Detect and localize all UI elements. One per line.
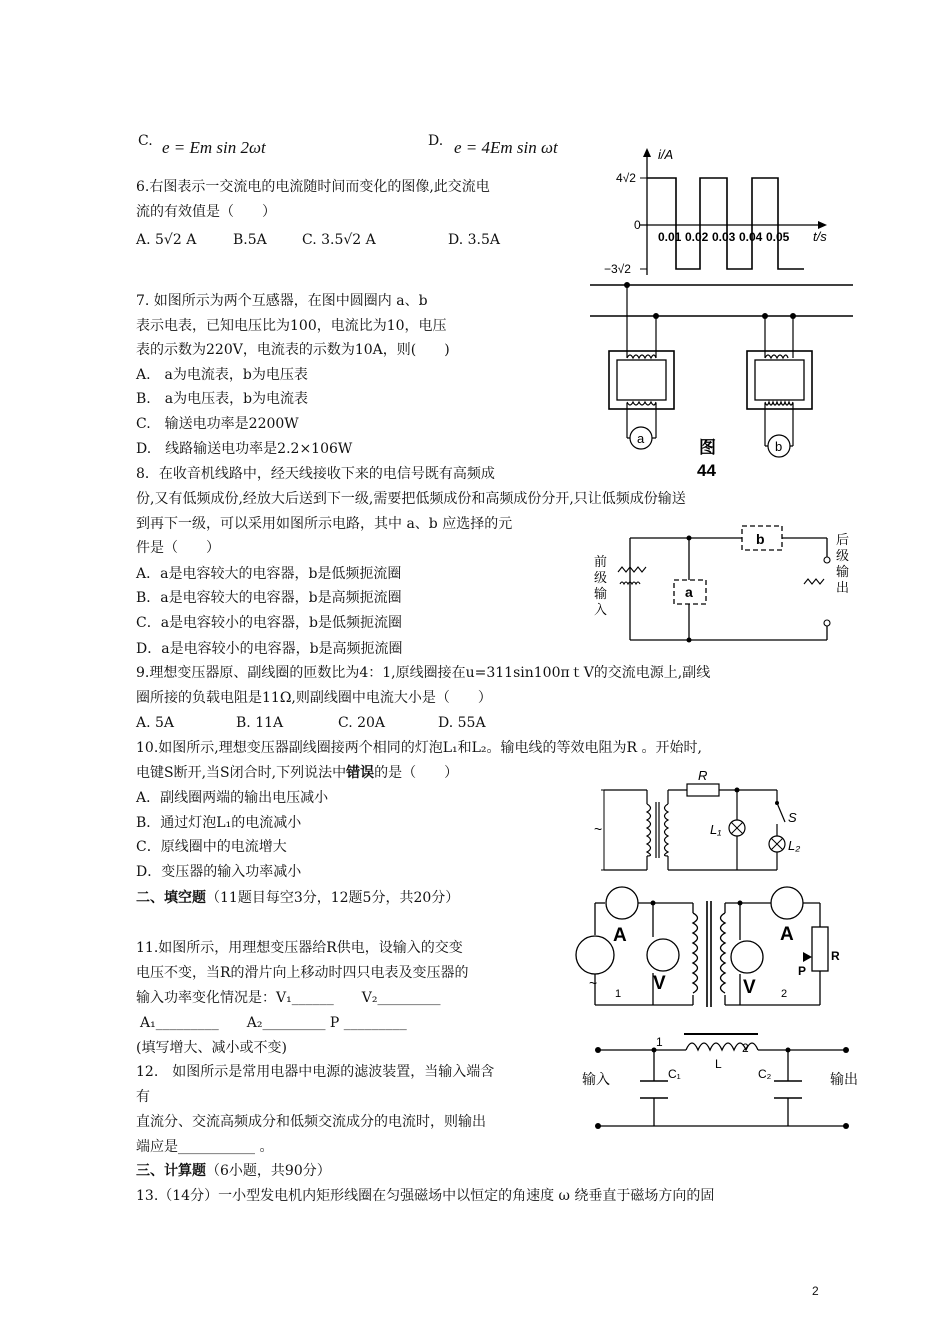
input-label: 输入 xyxy=(582,1071,610,1087)
q8-option-a: A．a是电容较大的电容器，b是低频扼流圈 xyxy=(136,566,402,582)
input-label-1: 前 xyxy=(594,554,608,569)
y-top-label: 4√2 xyxy=(616,171,636,185)
node-2-label: 2 xyxy=(742,1041,749,1055)
tick-0.03: 0.03 xyxy=(712,230,736,244)
meter-a-label: a xyxy=(637,431,645,446)
capacitor-c2-label: C₂ xyxy=(758,1067,772,1081)
ammeter-a1 xyxy=(606,887,638,919)
box-b-label: b xyxy=(756,531,765,547)
figure-label-1: 图 xyxy=(699,438,716,457)
switch-s xyxy=(777,803,785,822)
voltmeter-v1-label: V xyxy=(653,973,666,994)
section2-heading xyxy=(136,889,459,907)
q6-option-c: C. 3.5√2 A xyxy=(302,232,376,248)
q7-instrument-transformer-figure xyxy=(585,278,860,483)
q6-option-d: D. 3.5A xyxy=(448,232,501,248)
box-a-label: a xyxy=(685,584,693,600)
output-label-4: 出 xyxy=(836,580,850,595)
input-label-2: 级 xyxy=(594,570,608,585)
y-bottom-label: −3√2 xyxy=(604,262,631,276)
q11-stem-line4: A₁_________ A₂_________ P _________ xyxy=(140,1015,407,1031)
voltmeter-v1 xyxy=(647,939,679,971)
tick-0.02: 0.02 xyxy=(685,230,709,244)
x-axis-arrow-icon xyxy=(818,221,827,229)
q7-option-b: B. a为电压表，b为电流表 xyxy=(136,391,309,407)
q8-option-c: C．a是电容较小的电容器，b是低频扼流圈 xyxy=(136,615,403,631)
q10-option-a: A．副线圈两端的输出电压减小 xyxy=(136,790,329,806)
tick-0.01: 0.01 xyxy=(658,230,682,244)
q8-stem-line1: 8．在收音机线路中，经天线接收下来的电信号既有高频成 xyxy=(136,466,495,482)
page-number: 2 xyxy=(812,1284,819,1298)
section3-title: 三、计算题 xyxy=(136,1163,206,1179)
q7-option-d: D. 线路输送电功率是2.2×106W xyxy=(136,441,353,457)
q11-stem-line5: (填写增大、减小或不变) xyxy=(136,1040,287,1056)
resistor-r xyxy=(687,784,719,796)
voltmeter-v2-label: V xyxy=(743,977,756,998)
q9-option-c: C. 20A xyxy=(338,715,386,731)
q13-stem-line1: 13.（14分）一小型发电机内矩形线圈在匀强磁场中以恒定的角速度 ω 绕垂直于磁场方向的固 xyxy=(136,1188,715,1204)
ammeter-a1-label: A xyxy=(613,925,627,946)
coil-b-bottom-icon xyxy=(765,402,793,405)
section3-heading xyxy=(136,1162,331,1180)
y-axis-arrow-icon xyxy=(643,148,651,157)
slider-p-label: P xyxy=(798,964,807,978)
ammeter-a2-label: A xyxy=(780,924,794,945)
switch-s-label: S xyxy=(788,810,797,825)
ammeter-a2 xyxy=(771,887,803,919)
q11-stem-line1: 11.如图所示，用理想变压器给R供电，设输入的交变 xyxy=(136,940,463,956)
ac-source-symbol: ~ xyxy=(594,821,603,837)
square-wave xyxy=(647,178,804,269)
voltmeter-v2 xyxy=(731,941,763,973)
figure-label-2: 44 xyxy=(697,461,716,480)
q7-stem-line1: 7. 如图所示为两个互感器，在图中圆圈内 a、b xyxy=(136,293,428,309)
output-label: 输出 xyxy=(830,1071,858,1087)
q8-stem-line3: 到再下一级，可以采用如图所示电路，其中 a、b 应选择的元 xyxy=(136,516,513,532)
q6-stem-line1: 6.右图表示一交流电的电流随时间而变化的图像,此交流电 xyxy=(136,179,490,195)
q10-option-d: D．变压器的输入功率减小 xyxy=(136,864,302,880)
q12-stem-line2: 有 xyxy=(136,1089,150,1105)
rheostat-r xyxy=(812,927,828,971)
ac-source xyxy=(576,936,614,974)
q8-filter-circuit xyxy=(592,518,862,650)
resistor-r-label: R xyxy=(698,768,708,783)
output-label-3: 输 xyxy=(836,564,850,579)
q7-option-a: A. a为电流表，b为电压表 xyxy=(136,367,308,383)
coil-a-bottom-icon xyxy=(627,402,656,405)
q6-option-a: A. 5√2 A xyxy=(136,232,197,248)
ac-source-symbol: ~ xyxy=(589,975,598,991)
q10-stem-emphasis: 错误 xyxy=(346,765,375,781)
x-axis-label: t/s xyxy=(813,229,827,244)
q5-option-c-label: C. xyxy=(138,133,153,149)
q12-stem-line3: 直流分、交流高频成分和低频交流成分的电流时，则输出 xyxy=(136,1114,486,1130)
q10-option-b: B．通过灯泡L₁的电流减小 xyxy=(136,815,302,831)
q10-stem-line1: 10.如图所示,理想变压器副线圈接两个相同的灯泡L₁和L₂。输电线的等效电阻为R 。开始时, xyxy=(136,740,702,756)
q7-stem-line2: 表示电表，已知电压比为100，电流比为10，电压 xyxy=(136,318,447,334)
section2-note: （11题目每空3分，12题5分，共20分） xyxy=(206,890,460,906)
q9-option-d: D. 55A xyxy=(438,715,486,731)
capacitor-c1-label: C₁ xyxy=(668,1067,681,1081)
coil-a-top-icon xyxy=(627,355,656,358)
q8-stem-line2: 份,又有低频成份,经放大后送到下一级,需要把低频成份和高频成份分开,只让低频成份输送 xyxy=(136,491,686,507)
q10-transformer-circuit xyxy=(592,768,822,882)
q7-stem-line3: 表的示数为220V，电流表的示数为10A，则( ) xyxy=(136,342,450,358)
y-axis-label: i/A xyxy=(658,147,674,162)
q8-option-d: D．a是电容较小的电容器，b是高频扼流圈 xyxy=(136,641,403,657)
primary-coil-icon xyxy=(693,913,698,993)
q12-stem-line4: 端应是___________ 。 xyxy=(136,1139,274,1155)
primary-label: 1 xyxy=(615,988,622,1000)
q11-stem-line3: 输入功率变化情况是：V₁______ V₂_________ xyxy=(136,990,441,1006)
coil-b-top-icon xyxy=(765,355,788,358)
secondary-coil-icon xyxy=(721,913,726,993)
q9-stem-line2: 圈所接的负载电阻是11Ω,则副线圈中电流大小是（ ） xyxy=(136,690,492,706)
q5-option-d-label: D. xyxy=(428,133,444,149)
tick-0.04: 0.04 xyxy=(739,230,763,244)
q11-transformer-meters-circuit xyxy=(575,885,845,1015)
slider-p-arrow-icon xyxy=(803,952,812,962)
primary-coil-icon xyxy=(647,804,651,856)
q5-option-c-formula: e = Em sin 2ωt xyxy=(162,138,266,157)
q9-stem-line1: 9.理想变压器原、副线圈的匝数比为4：1,原线圈接在u=311sin100πｔV的交流电源上,副线 xyxy=(136,665,711,681)
q9-option-a: A. 5A xyxy=(136,715,175,731)
input-label-3: 输 xyxy=(594,586,608,601)
lamp-l2-label: L₂ xyxy=(788,838,801,853)
q11-stem-line2: 电压不变，当R的滑片向上移动时四只电表及变压器的 xyxy=(136,965,469,981)
q10-stem-part1: 电键S断开,当S闭合时,下列说法中 xyxy=(136,765,347,781)
output-label-2: 级 xyxy=(836,548,850,563)
q10-option-c: C．原线圈中的电流增大 xyxy=(136,839,287,855)
section3-note: （6小题，共90分） xyxy=(206,1163,331,1179)
q12-power-filter-circuit xyxy=(578,1030,868,1135)
q9-option-b: B. 11A xyxy=(236,715,284,731)
secondary-label: 2 xyxy=(781,988,788,1000)
q12-stem-line1: 12. 如图所示是常用电器中电源的滤波装置，当输入端含 xyxy=(136,1064,495,1080)
q8-stem-line4: 件是（ ） xyxy=(136,540,220,556)
secondary-coil-icon xyxy=(665,804,669,856)
q8-option-b: B．a是电容较大的电容器，b是高频扼流圈 xyxy=(136,590,402,606)
q10-stem-line2 xyxy=(136,764,458,782)
node-1-label: 1 xyxy=(656,1035,663,1049)
q6-option-b: B.5A xyxy=(233,232,267,248)
lamp-l1-label: L₁ xyxy=(710,822,722,837)
origin-label: 0 xyxy=(634,218,641,232)
rheostat-r-label: R xyxy=(831,949,840,963)
q5-option-d-formula: e = 4Em sin ωt xyxy=(454,138,558,157)
q7-option-c: C. 输送电功率是2200W xyxy=(136,416,299,432)
q10-stem-part3: 的是（ ） xyxy=(374,765,459,781)
output-coil-icon xyxy=(804,579,824,584)
input-label-4: 入 xyxy=(594,602,608,617)
meter-b-label: b xyxy=(775,439,783,454)
input-coil-icon xyxy=(618,567,646,572)
inductor-l-label: L xyxy=(715,1057,722,1071)
output-label-1: 后 xyxy=(836,532,850,547)
q6-stem-line2: 流的有效值是（ ） xyxy=(136,204,276,220)
q6-current-graph xyxy=(600,145,840,280)
section2-title: 二、填空题 xyxy=(136,890,206,906)
tick-0.05: 0.05 xyxy=(766,230,790,244)
